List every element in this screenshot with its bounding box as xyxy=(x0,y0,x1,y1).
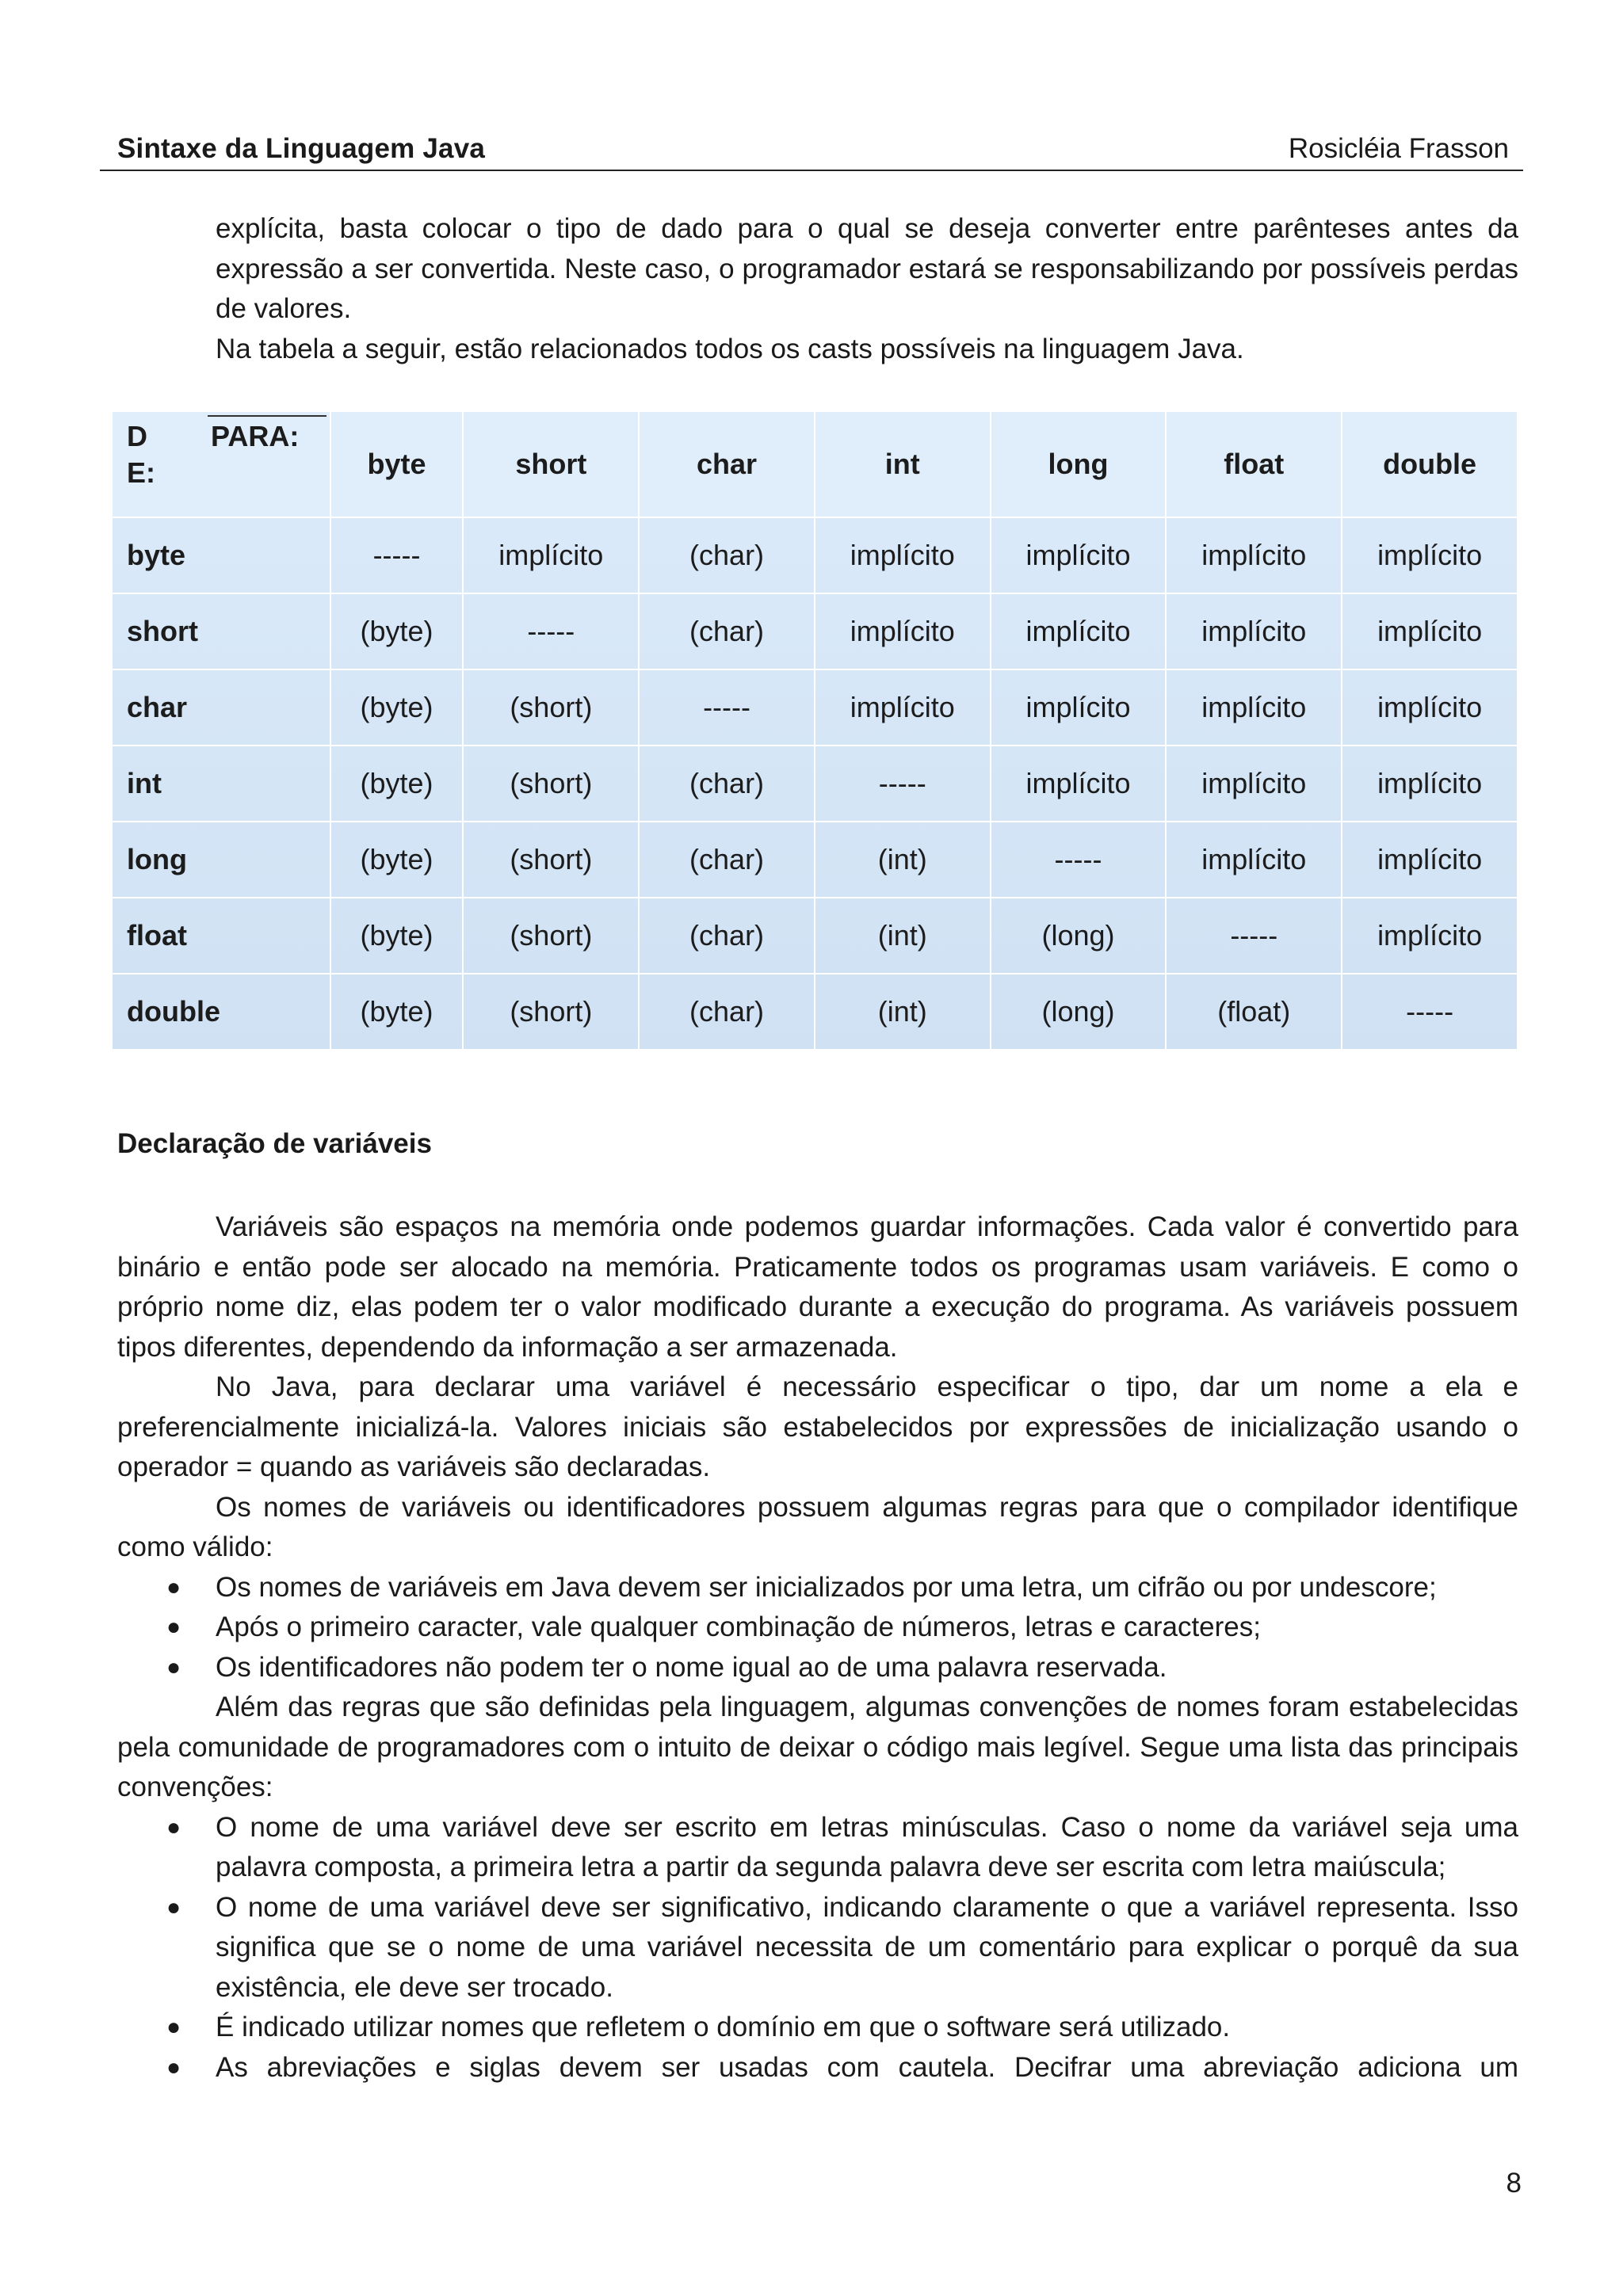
section-paragraph-2: No Java, para declarar uma variável é necessário especificar o tipo, dar um nome a ela e preferencialmente inicializá-la. Valores iniciais são estabelecidos por expressões de inicialização usando o operador = quando as variáveis são declaradas. xyxy=(117,1371,1518,1482)
table-cell: (short) xyxy=(463,669,639,746)
table-cell: (short) xyxy=(463,898,639,974)
column-header-int: int xyxy=(815,411,991,517)
list-item-text: O nome de uma variável deve ser significativo, indicando claramente o que a variável representa. Isso significa que se o nome de uma variável necessita de um comentário para explicar o porquê da sua existência, ele deve ser trocado. xyxy=(216,1891,1518,2003)
table-cell: implícito xyxy=(1166,669,1342,746)
bullet-icon: ● xyxy=(166,1614,181,1640)
table-cell: implícito xyxy=(991,746,1167,822)
list-item xyxy=(117,1568,1518,1608)
bullet-icon: ● xyxy=(166,1814,181,1840)
table-cell: (byte) xyxy=(330,669,464,746)
page-number: 8 xyxy=(1506,2168,1522,2199)
table-row xyxy=(112,593,1518,669)
table-cell: (long) xyxy=(991,898,1167,974)
corner-from-line-2: E: xyxy=(127,456,155,489)
page-header xyxy=(100,133,1523,171)
table-row xyxy=(112,517,1518,593)
table-row xyxy=(112,669,1518,746)
table-cell: ----- xyxy=(463,593,639,669)
bullet-icon: ● xyxy=(166,2014,181,2040)
table-cell: implícito xyxy=(1342,746,1518,822)
row-header-int: int xyxy=(112,746,330,822)
table-cell: (char) xyxy=(639,822,815,898)
section-body xyxy=(117,1207,1518,2088)
table-cell: implícito xyxy=(1166,593,1342,669)
table-cell: (int) xyxy=(815,898,991,974)
list-item xyxy=(117,2048,1518,2088)
corner-from-label xyxy=(127,418,155,491)
table-cell: (byte) xyxy=(330,974,464,1050)
bullet-icon: ● xyxy=(166,1653,181,1680)
cast-table-corner xyxy=(112,411,330,517)
table-cell: ----- xyxy=(815,746,991,822)
table-cell: implícito xyxy=(815,593,991,669)
bullet-icon: ● xyxy=(166,1894,181,1920)
table-cell: implícito xyxy=(1342,517,1518,593)
list-item-text: É indicado utilizar nomes que refletem o domínio em que o software será utilizado. xyxy=(216,2012,1231,2042)
row-header-double: double xyxy=(112,974,330,1050)
row-header-byte: byte xyxy=(112,517,330,593)
table-cell: (byte) xyxy=(330,593,464,669)
table-cell: (byte) xyxy=(330,898,464,974)
table-cell: (short) xyxy=(463,822,639,898)
table-cell: implícito xyxy=(1166,746,1342,822)
column-header-long: long xyxy=(991,411,1167,517)
intro-paragraph-1: explícita, basta colocar o tipo de dado para o qual se deseja converter entre parênteses antes da expressão a ser convertida. Neste caso, o programador estará se responsabilizando por possíveis perdas de valores. xyxy=(216,213,1518,324)
table-cell: (int) xyxy=(815,974,991,1050)
corner-from-line-1: D xyxy=(127,420,147,452)
table-cell: implícito xyxy=(1342,669,1518,746)
column-header-double: double xyxy=(1342,411,1518,517)
list-item-text: Os identificadores não podem ter o nome igual ao de uma palavra reservada. xyxy=(216,1651,1167,1683)
table-cell: (byte) xyxy=(330,746,464,822)
rules-list xyxy=(117,1568,1518,1688)
table-cell: (char) xyxy=(639,593,815,669)
bullet-icon: ● xyxy=(166,1573,181,1600)
list-item xyxy=(117,1808,1518,1888)
corner-divider xyxy=(208,415,327,417)
column-header-byte: byte xyxy=(330,411,464,517)
table-cell: implícito xyxy=(991,669,1167,746)
corner-to-label: PARA: xyxy=(211,420,300,452)
row-header-float: float xyxy=(112,898,330,974)
table-cell: (byte) xyxy=(330,822,464,898)
table-cell: implícito xyxy=(1166,822,1342,898)
table-cell: implícito xyxy=(991,517,1167,593)
table-cell: ----- xyxy=(1342,974,1518,1050)
table-cell: ----- xyxy=(1166,898,1342,974)
table-cell: implícito xyxy=(1166,517,1342,593)
intro-paragraph-2: Na tabela a seguir, estão relacionados todos os casts possíveis na linguagem Java. xyxy=(216,333,1244,364)
table-cell: (char) xyxy=(639,746,815,822)
table-cell: (char) xyxy=(639,974,815,1050)
list-item xyxy=(117,1648,1518,1688)
table-cell: implícito xyxy=(815,669,991,746)
list-item-text: As abreviações e siglas devem ser usadas com cautela. Decifrar uma abreviação adiciona um xyxy=(216,2051,1518,2083)
list-item xyxy=(117,1888,1518,2008)
table-cell: (float) xyxy=(1166,974,1342,1050)
document-author: Rosicléia Frasson xyxy=(1288,133,1509,164)
row-header-char: char xyxy=(112,669,330,746)
table-cell: (char) xyxy=(639,517,815,593)
table-row xyxy=(112,898,1518,974)
table-row xyxy=(112,822,1518,898)
table-cell: (char) xyxy=(639,898,815,974)
column-header-char: char xyxy=(639,411,815,517)
table-cell: implícito xyxy=(815,517,991,593)
document-title: Sintaxe da Linguagem Java xyxy=(117,133,486,164)
table-cell: implícito xyxy=(1342,898,1518,974)
row-header-long: long xyxy=(112,822,330,898)
column-header-short: short xyxy=(463,411,639,517)
row-header-short: short xyxy=(112,593,330,669)
table-cell: (short) xyxy=(463,974,639,1050)
table-cell: implícito xyxy=(1342,822,1518,898)
list-item-text: Os nomes de variáveis em Java devem ser inicializados por uma letra, um cifrão ou por undescore; xyxy=(216,1571,1437,1603)
table-row xyxy=(112,746,1518,822)
cast-table-header-row xyxy=(112,411,1518,517)
section-title: Declaração de variáveis xyxy=(117,1128,432,1159)
section-paragraph-4: Além das regras que são definidas pela linguagem, algumas convenções de nomes foram estabelecidas pela comunidade de programadores com o intuito de deixar o código mais legível. Segue uma lista das principais convenções: xyxy=(117,1691,1518,1802)
table-cell: (long) xyxy=(991,974,1167,1050)
table-cell: (short) xyxy=(463,746,639,822)
table-cell: ----- xyxy=(330,517,464,593)
table-cell: implícito xyxy=(991,593,1167,669)
list-item-text: O nome de uma variável deve ser escrito em letras minúsculas. Caso o nome da variável seja uma palavra composta, a primeira letra a partir da segunda palavra deve ser escrita com letra maiúscula; xyxy=(216,1811,1518,1882)
table-cell: ----- xyxy=(991,822,1167,898)
bullet-icon: ● xyxy=(166,2054,181,2081)
table-cell: ----- xyxy=(639,669,815,746)
table-cell: (int) xyxy=(815,822,991,898)
list-item xyxy=(117,2008,1518,2048)
section-paragraph-1: Variáveis são espaços na memória onde podemos guardar informações. Cada valor é convertido para binário e então pode ser alocado na memória. Praticamente todos os programas usam variáveis. E como o próprio nome diz, elas podem ter o valor modificado durante a execução do programa. As variáveis possuem tipos diferentes, dependendo da informação a ser armazenada. xyxy=(117,1211,1518,1363)
table-row xyxy=(112,974,1518,1050)
conventions-list xyxy=(117,1808,1518,2088)
table-cell: implícito xyxy=(1342,593,1518,669)
column-header-float: float xyxy=(1166,411,1342,517)
intro-text xyxy=(216,209,1518,369)
cast-table xyxy=(111,410,1518,1051)
list-item xyxy=(117,1608,1518,1648)
section-paragraph-3: Os nomes de variáveis ou identificadores possuem algumas regras para que o compilador identifique como válido: xyxy=(117,1491,1518,1562)
table-cell: implícito xyxy=(463,517,639,593)
list-item-text: Após o primeiro caracter, vale qualquer combinação de números, letras e caracteres; xyxy=(216,1611,1261,1642)
